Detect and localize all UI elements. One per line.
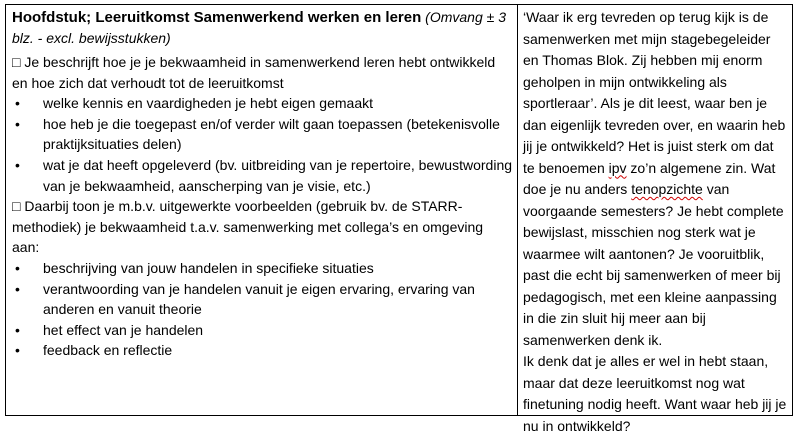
intro-paragraph: □ Je beschrijft hoe je je bekwaamheid in samenwerkend leren hebt ontwikkeld en hoe zich dat verhoudt tot de leeruitkomst: [12, 54, 496, 91]
feedback-text: ‘Waar ik erg tevreden op terug kijk is de samenwerken met mijn stagebegeleider en Thomas Blok. Zij hebben mij enorm geholpen in mijn ontwikkeling als sportleraar’. Als je dit leest, waar ben je dan eigenlijk tevreden over, en waarin heb jij je ontwikkeld? Het is juist sterk om dat te benoemen: [523, 9, 786, 176]
heading-scope: (Omvang ± 3 blz. - excl. bewijsstukken): [12, 9, 506, 46]
feedback-text: van voorgaande semesters? Je hebt complete bewijslast, misschien nog sterk wat je waarmee wilt aantonen? Je vooruitblik, past die echt bij samenwerken of meer bij pedagogisch, met een kleine aanpassing in die zin sluit hij meer aan bij samenwerken denk ik.: [523, 181, 784, 348]
list-item: • feedback en reflectie: [12, 340, 512, 361]
assignment-cell: [12, 7, 512, 361]
list-item: • welke kennis en vaardigheden je hebt eigen gemaakt: [12, 93, 512, 114]
list-item: • hoe heb je die toegepast en/of verder wilt gaan toepassen (betekenisvolle praktijksituaties delen): [12, 114, 512, 155]
document-table: [5, 4, 793, 434]
second-paragraph: □ Daarbij toon je m.b.v. uitgewerkte voorbeelden (gebruik bv. de STARR-methodiek) je bekwaamheid t.a.v. samenwerking met collega’s en omgeving aan:: [12, 198, 484, 256]
feedback-cell: [523, 7, 789, 437]
list-item: • het effect van je handelen: [12, 320, 512, 341]
feedback-text: zo’n algemene zin. Wat doe je nu anders: [523, 159, 776, 197]
section-heading: [12, 7, 512, 49]
bullet-list-1: [12, 93, 512, 196]
list-item: • verantwoording van je handelen vanuit je eigen ervaring, ervaring van anderen en vanuit theorie: [12, 279, 512, 320]
column-divider: [517, 5, 518, 415]
spelling-error-mark[interactable]: ipv: [608, 159, 627, 176]
feedback-closing: Ik denk dat je alles er wel in hebt staan, maar dat deze leeruitkomst nog wat finetuning nodig heeft. Want waar heb jij je nu in ontwikkeld?: [523, 353, 787, 434]
feedback-paragraph: [523, 7, 789, 351]
list-item: • wat je dat heeft opgeleverd (bv. uitbreiding van je repertoire, bewustwording van je bekwaamheid, aanscherping van je visie, etc.): [12, 155, 512, 196]
spelling-error-mark[interactable]: tenopzichte: [631, 181, 703, 197]
heading-title: Hoofdstuk; Leeruitkomst Samenwerkend werken en leren: [12, 9, 422, 26]
list-item: • beschrijving van jouw handelen in specifieke situaties: [12, 258, 512, 279]
bullet-list-2: [12, 258, 512, 361]
